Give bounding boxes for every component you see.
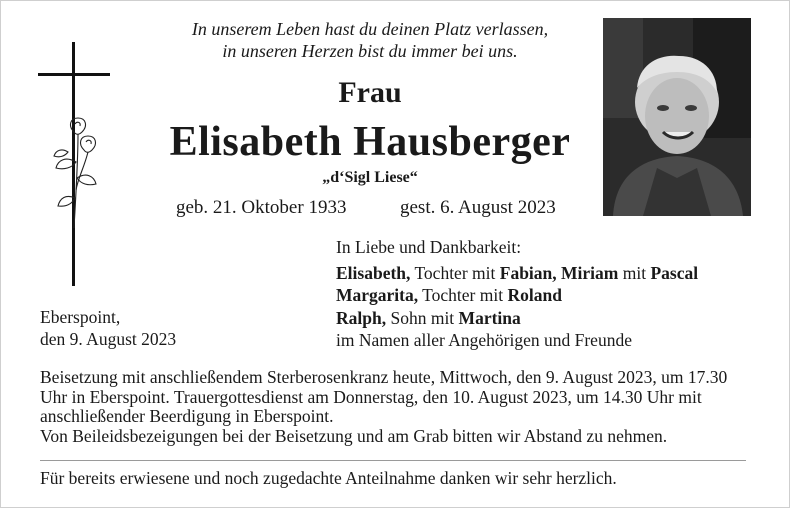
funeral-details (40, 368, 752, 446)
mourner-name: Pascal (650, 263, 699, 283)
mourner-line-1 (336, 262, 698, 284)
rose-icon (48, 112, 104, 230)
closing-thanks: Für bereits erwiesene und noch zugedachte Anteilnahme danken wir sehr herzlich. (40, 468, 617, 488)
funeral-text: Beisetzung mit anschließendem Sterberosenkranz heute, Mittwoch, den 9. August 2023, um 17.30 Uhr in Eberspoint. Trauergottesdienst am Donnerstag, den 10. August 2023, um 14.30 Uhr mit anschließender Beerdigung in Eberspoint. (40, 367, 728, 427)
death-date: gest. 6. August 2023 (400, 197, 556, 218)
mourner-name: Margarita, (336, 285, 419, 306)
condolence-text: Von Beileidsbezeigungen bei der Beisetzung und am Grab bitten wir Abstand zu nehmen. (40, 425, 668, 446)
nickname: „d‘Sigl Liese“ (322, 169, 418, 186)
deceased-name: Elisabeth Hausberger (169, 119, 571, 165)
mourner-line-3 (336, 307, 698, 329)
mourner-line-4: im Namen aller Angehörigen und Freunde (336, 330, 632, 351)
mourner-name: Martina (458, 307, 521, 328)
mourner-name: Elisabeth, (336, 263, 411, 283)
thanks-heading: In Liebe und Dankbarkeit: (336, 237, 522, 257)
mourner-name: Fabian, Miriam (499, 263, 619, 283)
mourner-relation: Tochter mit (418, 285, 508, 306)
place: Eberspoint, (40, 307, 121, 327)
mourner-relation: Tochter mit (410, 263, 500, 283)
motto-line-2: in unseren Herzen bist du immer bei uns. (222, 41, 518, 61)
mourner-relation: Sohn mit (386, 307, 459, 328)
motto-line-1: In unserem Leben hast du deinen Platz verlassen, (191, 19, 549, 39)
cross-icon-horizontal (38, 73, 110, 76)
portrait-photo (603, 18, 751, 216)
honorific: Frau (338, 76, 402, 109)
notice-date: den 9. August 2023 (40, 329, 177, 349)
motto (150, 18, 590, 62)
mourner-line-2 (336, 284, 698, 306)
mourner-relation: mit (618, 263, 651, 283)
place-date (40, 306, 176, 350)
birth-date: geb. 21. Oktober 1933 (176, 197, 347, 218)
divider (40, 460, 746, 461)
mourner-name: Ralph, (336, 307, 387, 328)
mourners-list (336, 262, 698, 352)
mourner-name: Roland (507, 285, 562, 306)
